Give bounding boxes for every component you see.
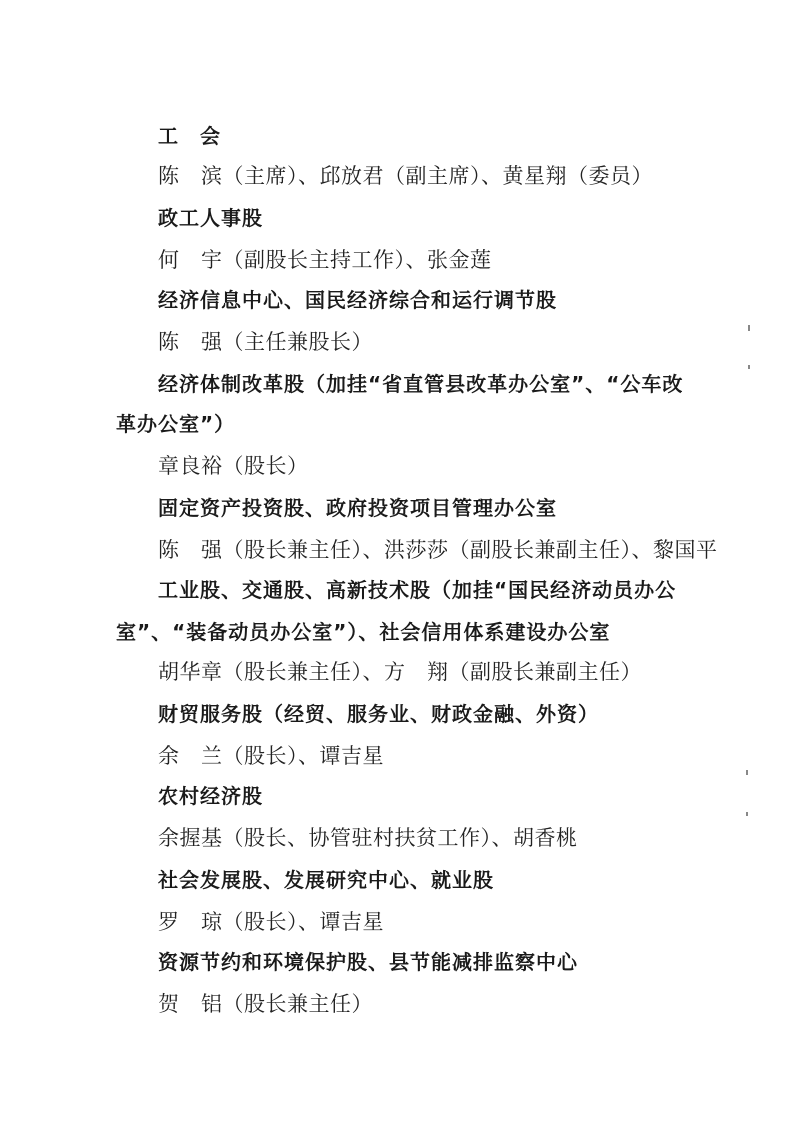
- member-list-investment: 陈 强（股长兼主任）、洪莎莎（副股长兼副主任）、黎国平: [158, 538, 718, 562]
- section-heading-personnel: 政工人事股: [158, 206, 263, 230]
- section-heading-investment: 固定资产投资股、政府投资项目管理办公室: [158, 496, 557, 520]
- member-list-resources: 贺 铝（股长兼主任）: [158, 992, 373, 1016]
- member-list-trade: 余 兰（股长）、谭吉星: [158, 744, 384, 768]
- member-list-personnel: 何 宇（副股长主持工作）、张金莲: [158, 248, 492, 272]
- section-heading-resources: 资源节约和环境保护股、县节能减排监察中心: [158, 950, 578, 974]
- member-list-economic-info: 陈 强（主任兼股长）: [158, 330, 373, 354]
- member-list-union: 陈 滨（主席）、邱放君（副主席）、黄星翔（委员）: [158, 164, 653, 188]
- scan-speck: [748, 325, 750, 331]
- section-heading-social: 社会发展股、发展研究中心、就业股: [158, 868, 494, 892]
- section-heading-reform: 经济体制改革股（加挂“省直管县改革办公室”、“公车改: [158, 372, 684, 396]
- section-heading-trade: 财贸服务股（经贸、服务业、财政金融、外资）: [158, 702, 599, 726]
- section-heading-industry: 工业股、交通股、高新技术股（加挂“国民经济动员办公: [158, 578, 677, 602]
- scan-speck: [746, 812, 748, 816]
- scan-speck: [748, 365, 750, 369]
- section-heading-union: 工 会: [158, 124, 221, 148]
- scan-speck: [746, 770, 748, 775]
- member-list-social: 罗 琼（股长）、谭吉星: [158, 910, 384, 934]
- section-heading-economic-info: 经济信息中心、国民经济综合和运行调节股: [158, 288, 557, 312]
- member-list-rural: 余握基（股长、协管驻村扶贫工作）、胡香桃: [158, 826, 578, 850]
- member-list-industry: 胡华章（股长兼主任）、方 翔（副股长兼副主任）: [158, 660, 642, 684]
- member-list-reform: 章良裕（股长）: [158, 454, 309, 478]
- section-heading-industry-cont: 室”、“装备动员办公室”）、社会信用体系建设办公室: [116, 620, 611, 644]
- section-heading-reform-cont: 革办公室”）: [116, 412, 236, 436]
- section-heading-rural: 农村经济股: [158, 784, 263, 808]
